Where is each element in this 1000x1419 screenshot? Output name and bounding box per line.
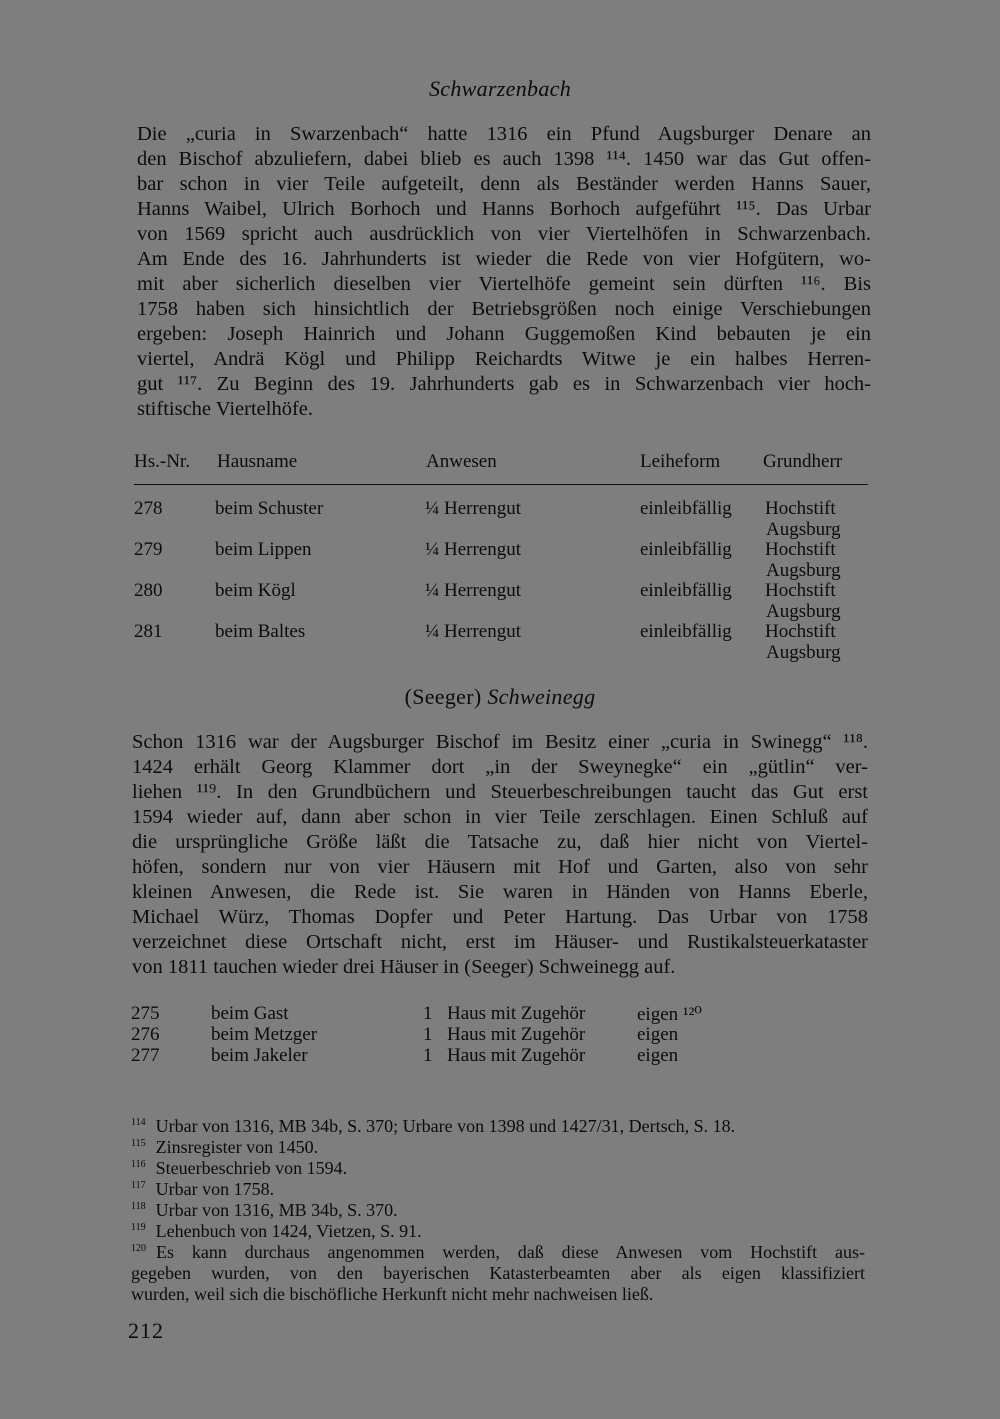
cell-nr: 276 xyxy=(131,1024,160,1045)
footnote-number: 117 xyxy=(131,1180,146,1191)
cell-anwesen: ¼ Herrengut xyxy=(425,498,522,519)
footnote-number: 115 xyxy=(131,1138,146,1149)
section-title-prefix: (Seeger) xyxy=(404,684,482,709)
text-line: Michael Würz, Thomas Dopfer und Peter Hartung. Das Urbar von 1758 xyxy=(132,906,868,928)
cell-nr: 280 xyxy=(134,580,163,601)
text-line: 1758 haben sich hinsichtlich der Betriebsgrößen noch einige Verschiebungen xyxy=(137,298,871,320)
section-title-schwarzenbach: Schwarzenbach xyxy=(429,76,571,101)
col-header-hausname: Hausname xyxy=(217,451,298,472)
footnote-number: 114 xyxy=(131,1117,146,1128)
text-line: liehen ¹¹⁹. In den Grundbüchern und Steuerbeschreibungen taucht das Gut erst xyxy=(132,781,868,803)
cell-grundherr-2: Augsburg xyxy=(766,601,841,622)
text-line: viertel, Andrä Kögl und Philipp Reichardts Witwe je ein halbes Herren- xyxy=(137,348,871,370)
cell-anwesen: Haus mit Zugehör xyxy=(447,1024,586,1045)
cell-anwesen: ¼ Herrengut xyxy=(425,580,522,601)
cell-hausname: beim Gast xyxy=(211,1003,289,1024)
cell-nr: 279 xyxy=(134,539,163,560)
col-header-leiheform: Leiheform xyxy=(640,451,721,472)
cell-leiheform: einleibfällig xyxy=(640,539,732,560)
text-line: Schon 1316 war der Augsburger Bischof im Besitz einer „curia in Swinegg“ ¹¹⁸. xyxy=(132,731,868,753)
page-number: 212 xyxy=(128,1318,164,1343)
cell-anzahl: 1 xyxy=(423,1024,433,1045)
paragraph-schweinegg xyxy=(132,730,868,980)
cell-anzahl: 1 xyxy=(423,1045,433,1066)
cell-grundherr-2: Augsburg xyxy=(766,519,841,540)
footnote-number: 119 xyxy=(131,1222,146,1233)
text-line: gegeben wurden, von den bayerischen Katasterbeamten aber als eigen klassifiziert xyxy=(131,1263,865,1283)
footnote-text: Urbar von 1316, MB 34b, S. 370; Urbare von 1398 und 1427/31, Dertsch, S. 18. xyxy=(155,1116,736,1136)
text-line: kleinen Anwesen, die Rede ist. Sie waren in Händen von Hanns Eberle, xyxy=(132,881,868,903)
text-line: die ursprüngliche Größe läßt die Tatsache zu, daß hier nicht von Viertel- xyxy=(132,831,868,853)
col-header-grundherr: Grundherr xyxy=(763,451,843,472)
cell-leiheform: einleibfällig xyxy=(640,621,732,642)
text-line: gut ¹¹⁷. Zu Beginn des 19. Jahrhunderts gab es in Schwarzenbach vier hoch- xyxy=(137,373,871,395)
section-title-schweinegg xyxy=(0,684,1000,710)
cell-nr: 275 xyxy=(131,1003,160,1024)
text-line: von 1569 spricht auch ausdrücklich von vier Viertelhöfen in Schwarzenbach. xyxy=(137,223,871,245)
footnote-text: Es kann durchaus angenommen werden, daß diese Anwesen vom Hochstift aus- xyxy=(156,1242,865,1262)
text-line: verzeichnet diese Ortschaft nicht, erst im Häuser- und Rustikalsteuerkataster xyxy=(132,931,868,953)
footnote-text: Urbar von 1758. xyxy=(155,1179,275,1199)
paragraph-schwarzenbach xyxy=(137,122,871,422)
cell-nr: 278 xyxy=(134,498,163,519)
text-line: stiftische Viertelhöfe. xyxy=(137,398,314,420)
cell-grundherr-2: Augsburg xyxy=(766,642,841,663)
cell-leiheform: einleibfällig xyxy=(640,580,732,601)
cell-grundherr: Hochstift xyxy=(765,498,836,519)
text-line: ergeben: Joseph Hainrich und Johann Guggemoßen Kind bebauten je ein xyxy=(137,323,871,345)
footnote-number: 120 xyxy=(131,1243,146,1254)
cell-hausname: beim Kögl xyxy=(215,580,296,601)
text-line: höfen, sondern nur von vier Häusern mit Hof und Garten, also von sehr xyxy=(132,856,868,878)
footnote-text: Zinsregister von 1450. xyxy=(155,1137,319,1157)
text-line xyxy=(131,1238,865,1263)
cell-leiheform: einleibfällig xyxy=(640,498,732,519)
cell-nr: 277 xyxy=(131,1045,160,1066)
cell-anwesen: Haus mit Zugehör xyxy=(447,1045,586,1066)
cell-status: eigen xyxy=(637,1024,679,1045)
col-header-anwesen: Anwesen xyxy=(426,451,497,472)
cell-anwesen: ¼ Herrengut xyxy=(425,621,522,642)
text-line: Hanns Waibel, Ulrich Borhoch und Hanns Borhoch aufgeführt ¹¹⁵. Das Urbar xyxy=(137,198,871,220)
text-line: bar schon in vier Teile aufgeteilt, denn als Beständer werden Hanns Sauer, xyxy=(137,173,871,195)
cell-hausname: beim Lippen xyxy=(215,539,312,560)
cell-grundherr: Hochstift xyxy=(765,539,836,560)
section-title-main: Schweinegg xyxy=(487,684,596,709)
cell-grundherr: Hochstift xyxy=(765,621,836,642)
cell-hausname: beim Baltes xyxy=(215,621,306,642)
text-line: wurden, weil sich die bischöfliche Herkunft nicht mehr nachweisen ließ. xyxy=(131,1284,654,1304)
text-line: Am Ende des 16. Jahrhunderts ist wieder die Rede von vier Hofgütern, wo- xyxy=(137,248,871,270)
text-line: 1424 erhält Georg Klammer dort „in der Sweynegke“ ein „gütlin“ ver- xyxy=(132,756,868,778)
cell-hausname: beim Jakeler xyxy=(211,1045,308,1066)
cell-grundherr: Hochstift xyxy=(765,580,836,601)
footnote-number: 118 xyxy=(131,1201,146,1212)
text-line: von 1811 tauchen wieder drei Häuser in (Seeger) Schweinegg auf. xyxy=(132,956,676,978)
cell-nr: 281 xyxy=(134,621,163,642)
cell-anwesen: Haus mit Zugehör xyxy=(447,1003,586,1024)
cell-hausname: beim Schuster xyxy=(215,498,324,519)
text-line: mit aber sicherlich dieselben vier Viertelhöfe gemeint sein dürften ¹¹⁶. Bis xyxy=(137,273,871,295)
table-rule xyxy=(134,484,868,485)
text-line: den Bischof abzuliefern, dabei blieb es auch 1398 ¹¹⁴. 1450 war das Gut offen- xyxy=(137,148,871,170)
cell-anzahl: 1 xyxy=(423,1003,433,1024)
footnote-120 xyxy=(131,1238,865,1305)
cell-grundherr-2: Augsburg xyxy=(766,560,841,581)
text-line: 1594 wieder auf, dann aber schon in vier Teile zerschlagen. Einen Schluß auf xyxy=(132,806,868,828)
cell-status: eigen xyxy=(637,1045,679,1066)
footnote-text: Lehenbuch von 1424, Vietzen, S. 91. xyxy=(155,1221,422,1241)
footnote-text: Steuerbeschrieb von 1594. xyxy=(155,1158,348,1178)
footnote-text: Urbar von 1316, MB 34b, S. 370. xyxy=(155,1200,398,1220)
col-header-nr: Hs.-Nr. xyxy=(134,451,190,472)
text-line: Die „curia in Swarzenbach“ hatte 1316 ein Pfund Augsburger Denare an xyxy=(137,123,871,145)
footnote-number: 116 xyxy=(131,1159,146,1170)
cell-status: eigen ¹²⁰ xyxy=(637,1004,702,1025)
cell-anwesen: ¼ Herrengut xyxy=(425,539,522,560)
cell-hausname: beim Metzger xyxy=(211,1024,318,1045)
